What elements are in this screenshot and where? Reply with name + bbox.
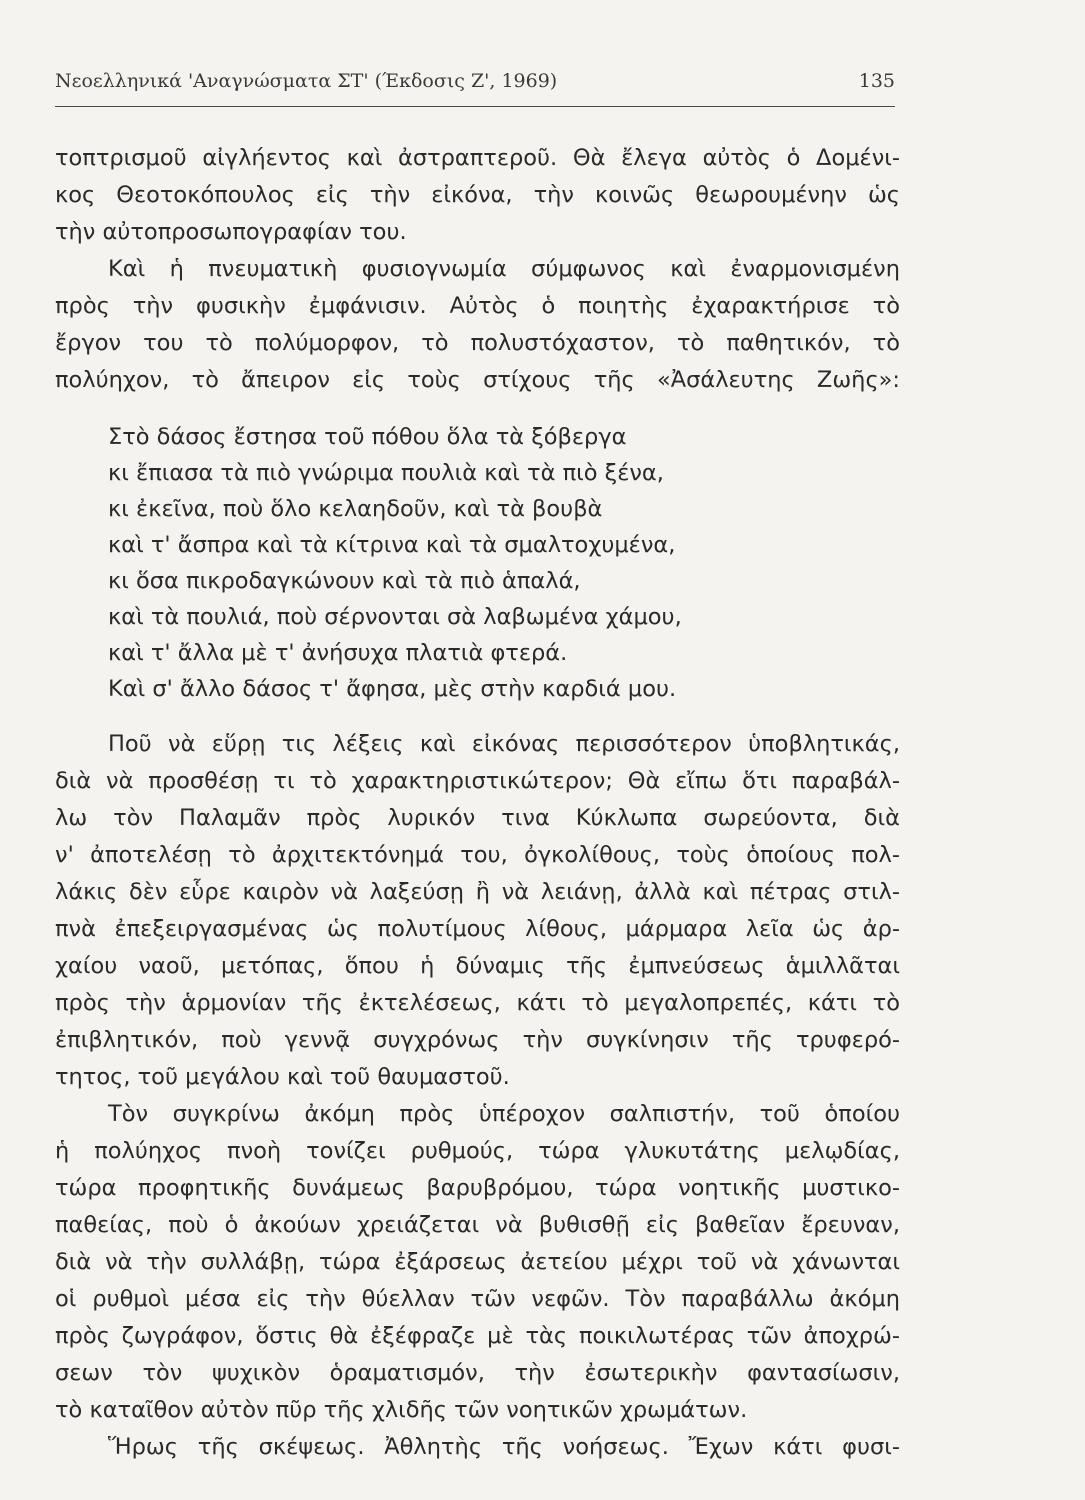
text-line: πρὸς τὴν ἁρμονίαν τῆς ἐκτελέσεως, κάτι τὸ μεγαλοπρεπές, κάτι τὸ	[55, 990, 900, 1016]
text-line: πρὸς ζωγράφον, ὅστις θὰ ἐξέφραζε μὲ τὰς ποικιλωτέρας τῶν ἀποχρώ-	[55, 1323, 900, 1349]
poem-quote	[55, 419, 900, 707]
verse-line: Στὸ δάσος ἔστησα τοῦ πόθου ὅλα τὰ ξόβεργα	[108, 424, 627, 450]
text-line: σεων τὸν ψυχικὸν ὁραματισμόν, τὴν ἐσωτερικὴν φαντασίωσιν,	[55, 1360, 900, 1386]
verse-line: Καὶ σ' ἄλλο δάσος τ' ἄφησα, μὲς στὴν καρδιά μου.	[108, 676, 677, 702]
paragraph-4	[55, 1096, 900, 1429]
header-divider	[55, 106, 895, 107]
text-line: παθείας, ποὺ ὁ ἀκούων χρειάζεται νὰ βυθισθῇ εἰς βαθεῖαν ἔρευναν,	[55, 1212, 900, 1238]
text-line: λω τὸν Παλαμᾶν πρὸς λυρικόν τινα Κύκλωπα σωρεύοντα, διὰ	[55, 805, 900, 831]
text-line: διὰ νὰ τὴν συλλάβῃ, τώρα ἐξάρσεως ἀετείου μέχρι τοῦ νὰ χάνωνται	[55, 1249, 900, 1275]
text-line: χαίου ναοῦ, μετόπας, ὅπου ἡ δύναμις τῆς ἐμπνεύσεως ἁμιλλᾶται	[55, 953, 900, 979]
header-title: Νεοελληνικά 'Αναγνώσματα ΣΤ' (Έκδοσις Ζ', 1969)	[55, 70, 558, 92]
text-line: διὰ νὰ προσθέσῃ τι τὸ χαρακτηριστικώτερον; Θὰ εἴπω ὅτι παραβάλ-	[55, 768, 900, 794]
text-line: πολύηχον, τὸ ἄπειρον εἰς τοὺς στίχους τῆς «Ἀσάλευτης Ζωῆς»:	[55, 367, 900, 393]
paragraph-1	[55, 140, 900, 251]
text-line: Ἥρως τῆς σκέψεως. Ἀθλητὴς τῆς νοήσεως. Ἔχων κάτι φυσι-	[108, 1434, 900, 1460]
text-line: τὴν αὐτοπροσωπογραφίαν του.	[55, 219, 407, 245]
body-text	[55, 140, 900, 1466]
text-line: πνὰ ἐπεξειργασμένας ὡς πολυτίμους λίθους, μάρμαρα λεῖα ὡς ἀρ-	[55, 916, 900, 942]
text-line: ἡ πολύηχος πνοὴ τονίζει ρυθμούς, τώρα γλυκυτάτης μελῳδίας,	[55, 1138, 900, 1164]
text-line: ν' ἀποτελέσῃ τὸ ἀρχιτεκτόνημά του, ὀγκολίθους, τοὺς ὁποίους πολ-	[55, 842, 900, 868]
paragraph-5	[55, 1429, 900, 1466]
text-line: Ποῦ νὰ εὕρῃ τις λέξεις καὶ εἰκόνας περισσότερον ὑποβλητικάς,	[108, 731, 900, 757]
text-line: πρὸς τὴν φυσικὴν ἐμφάνισιν. Αὐτὸς ὁ ποιητὴς ἐχαρακτήρισε τὸ	[55, 293, 900, 319]
text-line: ἐπιβλητικόν, ποὺ γεννᾷ συγχρόνως τὴν συγκίνησιν τῆς τρυφερό-	[55, 1027, 900, 1053]
paragraph-3	[55, 726, 900, 1096]
text-line: Καὶ ἡ πνευματικὴ φυσιογνωμία σύμφωνος καὶ ἐναρμονισμένη	[108, 256, 900, 282]
text-line: κος Θεοτοκόπουλος εἰς τὴν εἰκόνα, τὴν κοινῶς θεωρουμένην ὡς	[55, 182, 900, 208]
verse-line: καὶ τ' ἄσπρα καὶ τὰ κίτρινα καὶ τὰ σμαλτοχυμένα,	[108, 532, 676, 558]
text-line: τώρα προφητικῆς δυνάμεως βαρυβρόμου, τώρα νοητικῆς μυστικο-	[55, 1175, 900, 1201]
text-line: τητος, τοῦ μεγάλου καὶ τοῦ θαυμαστοῦ.	[55, 1064, 510, 1090]
text-line: οἱ ρυθμοὶ μέσα εἰς τὴν θύελλαν τῶν νεφῶν. Τὸν παραβάλλω ἀκόμη	[55, 1286, 900, 1312]
text-line: ἔργον του τὸ πολύμορφον, τὸ πολυστόχαστον, τὸ παθητικόν, τὸ	[55, 330, 900, 356]
verse-line: καὶ τὰ πουλιά, ποὺ σέρνονται σὰ λαβωμένα χάμου,	[108, 604, 682, 630]
text-line: λάκις δὲν εὗρε καιρὸν νὰ λαξεύσῃ ἢ νὰ λειάνῃ, ἀλλὰ καὶ πέτρας στιλ-	[55, 879, 900, 905]
text-line: τὸ καταῖθον αὐτὸν πῦρ τῆς χλιδῆς τῶν νοητικῶν χρωμάτων.	[55, 1397, 748, 1423]
verse-line: κι ὅσα πικροδαγκώνουν καὶ τὰ πιὸ ἁπαλά,	[108, 568, 581, 594]
running-header	[55, 70, 895, 100]
text-line: Τὸν συγκρίνω ἀκόμη πρὸς ὑπέροχον σαλπιστήν, τοῦ ὁποίου	[108, 1101, 900, 1127]
verse-line: κι ἐκεῖνα, ποὺ ὅλο κελαηδοῦν, καὶ τὰ βουβὰ	[108, 496, 603, 522]
paragraph-2	[55, 251, 900, 399]
verse-line: καὶ τ' ἄλλα μὲ τ' ἀνήσυχα πλατιὰ φτερά.	[108, 640, 568, 666]
verse-line: κι ἔπιασα τὰ πιὸ γνώριμα πουλιὰ καὶ τὰ πιὸ ξένα,	[108, 460, 664, 486]
text-line: τοπτρισμοῦ αἰγλήεντος καὶ ἀστραπτεροῦ. Θὰ ἔλεγα αὐτὸς ὁ Δομένι-	[55, 145, 900, 171]
page-number: 135	[858, 70, 895, 92]
